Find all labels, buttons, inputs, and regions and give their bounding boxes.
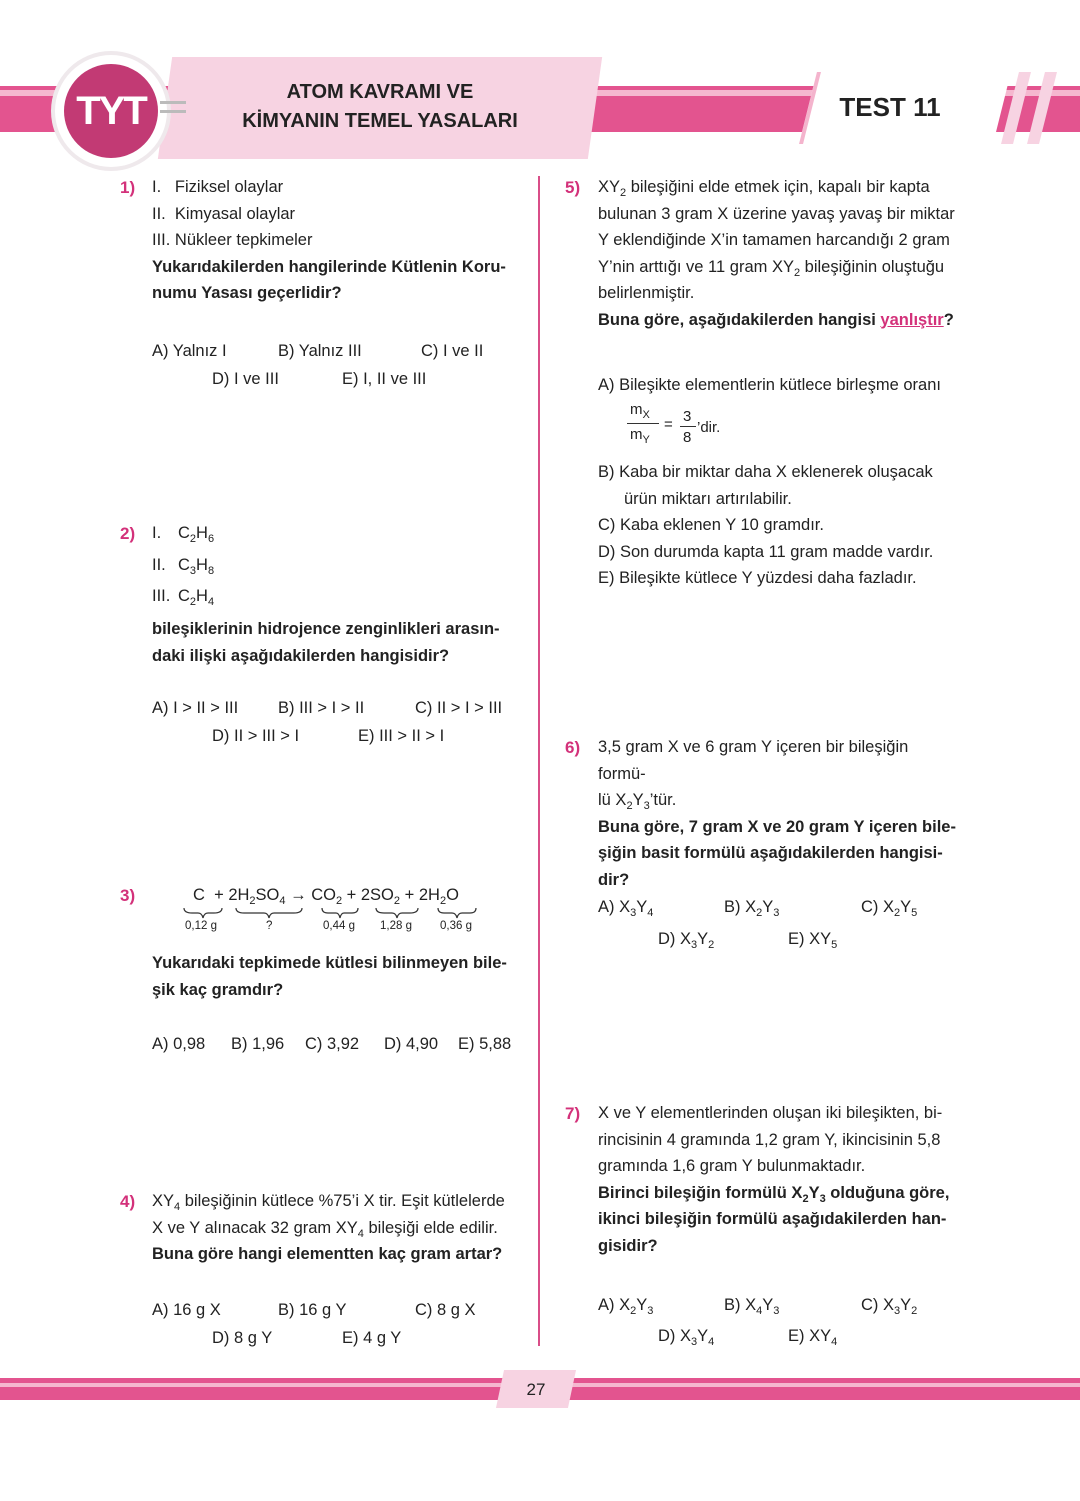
option-a[interactable]: A) $X_2Y_3$: [598, 1296, 654, 1317]
q6-line: lü $X_2Y_3’tür$.: [598, 791, 677, 812]
question-3: [152, 950, 522, 1003]
q5-line: Y eklendiğinde X’in tamamen harcandığı 2 gram: [598, 231, 950, 249]
option-b[interactable]: B) III > I > II: [278, 699, 365, 717]
option-c[interactable]: C) 3,92: [305, 1035, 360, 1053]
question-4: [152, 1188, 522, 1268]
question-1: [152, 174, 522, 307]
q6-question-line: dir?: [598, 870, 630, 889]
question-7: [598, 1100, 960, 1259]
q2-item: I. $C_2H_6$: [152, 524, 215, 545]
option-e[interactable]: E) 5,88: [458, 1035, 512, 1053]
equals-sign: =: [664, 416, 673, 433]
option-c[interactable]: C) $X_3Y_2$: [861, 1296, 918, 1317]
q5-line: bulunan 3 gram X üzerine yavaş yavaş bir miktar: [598, 204, 955, 223]
title-line-1: ATOM KAVRAMI VE: [286, 81, 474, 103]
option-d[interactable]: D) $X_3Y_2$: [658, 930, 715, 951]
q1-item: III. Nükleer tepkimeler: [152, 231, 313, 249]
fraction-bar: [627, 423, 659, 424]
q5-options: [598, 459, 960, 592]
q5-question-line: Buna göre, aşağıdakilerden hangisi yanlıştır?: [598, 310, 954, 329]
q7-question-line: ikinci bileşiğin formülü aşağıdakilerden han-: [598, 1210, 947, 1228]
question-number: 1): [120, 178, 136, 197]
logo-bar-icon: [160, 110, 186, 113]
option-d[interactable]: D) 4,90: [384, 1035, 439, 1053]
question-number: 2): [120, 524, 136, 543]
option-c[interactable]: C) $X_2Y_5$: [861, 898, 918, 919]
question-number: 6): [565, 738, 581, 757]
q2-question-line: bileşiklerinin hidrojence zenginlikleri arasın-: [152, 620, 500, 638]
q4-line: X ve Y alınacak 32 gram $XY_4$ bileşiği elde edilir.: [152, 1218, 498, 1240]
q1-item: I. Fiziksel olaylar: [152, 178, 284, 196]
fraction-denominator: 8: [683, 429, 692, 446]
option-c[interactable]: C) 8 g X: [415, 1301, 476, 1319]
q2-item: II. $C_3H_8$: [152, 556, 215, 577]
mass-label: 1,28 g: [380, 920, 412, 932]
q3-question-line: şik kaç gramdır?: [152, 980, 284, 999]
q2-item: III. $C_2H_4$: [152, 587, 215, 608]
option-c[interactable]: C) II > I > III: [415, 699, 503, 717]
option-d[interactable]: D) II > III > I: [212, 727, 300, 745]
q6-question-line: Buna göre, 7 gram X ve 20 gram Y içeren bile-: [598, 817, 956, 836]
q5-line: $XY_2$ bileşiğini elde etmek için, kapalı bir kapta: [598, 178, 930, 199]
q1-question-line: Yukarıdakilerden hangilerinde Kütlenin Koru-: [152, 257, 506, 276]
q7-question-line: gisidir?: [598, 1236, 658, 1255]
option-e[interactable]: E) $XY_5$: [788, 930, 838, 951]
q5-line: belirlenmiştir.: [598, 284, 695, 302]
option-d[interactable]: D) $X_3Y_4$: [658, 1327, 715, 1348]
arrow-icon: →: [290, 886, 307, 904]
fraction-bar: [680, 426, 696, 427]
option-c[interactable]: C) I ve II: [421, 342, 484, 360]
question-2: [152, 520, 522, 669]
tyt-logo: TYT: [64, 64, 158, 158]
q7-line: X ve Y elementlerinden oluşan iki bileşikten, bi-: [598, 1104, 943, 1122]
q4-question-line: Buna göre hangi elementten kaç gram artar?: [152, 1245, 503, 1263]
option-b[interactable]: B) Kaba bir miktar daha X eklenerek oluşacak: [598, 463, 933, 481]
option-b[interactable]: B) $X_2Y_3$: [724, 898, 780, 919]
option-a[interactable]: A) I > II > III: [152, 699, 239, 717]
logo-bar-icon: [160, 101, 186, 104]
mass-label: 0,12 g: [185, 920, 217, 932]
option-a[interactable]: A) 0,98: [152, 1035, 206, 1053]
option-a[interactable]: A) $X_3Y_4$: [598, 898, 654, 919]
option-d[interactable]: D) Son durumda kapta 11 gram madde vardır.: [598, 542, 934, 561]
question-number: 5): [565, 178, 581, 197]
brace-icon: [184, 908, 222, 918]
option-b-cont[interactable]: ürün miktarı artırılabilir.: [624, 489, 792, 508]
option-e[interactable]: E) Bileşikte kütlece Y yüzdesi daha fazladır.: [598, 569, 917, 587]
test-number: TEST 11: [839, 92, 941, 122]
option-d[interactable]: D) 8 g Y: [212, 1329, 273, 1347]
fraction-numerator: $m_X$: [630, 401, 650, 421]
fraction-numerator: 3: [683, 408, 692, 425]
option-a[interactable]: A) Yalnız I: [152, 342, 227, 360]
option-b[interactable]: B) 1,96: [231, 1035, 285, 1053]
option-b[interactable]: B) 16 g Y: [278, 1301, 347, 1319]
option-b[interactable]: B) $X_4Y_3$: [724, 1296, 780, 1317]
q7-line: gramında 1,6 gram Y bulunmaktadır.: [598, 1157, 866, 1175]
fraction-tail: ’dir.: [697, 419, 721, 436]
column-divider: [538, 176, 540, 1346]
question-number: 4): [120, 1192, 136, 1211]
q3-question-line: Yukarıdaki tepkimede kütlesi bilinmeyen bile-: [152, 954, 507, 972]
q1-question-line: numu Yasası geçerlidir?: [152, 284, 342, 302]
q6-line: 3,5 gram X ve 6 gram Y içeren bir bileşiğin formü-: [598, 738, 909, 783]
q2-question-line: daki ilişki aşağıdakilerden hangisidir?: [152, 646, 450, 665]
mass-label: 0,44 g: [323, 920, 355, 932]
q6-question-line: şiğin basit formülü aşağıdakilerden hangisi-: [598, 844, 943, 862]
question-6: [598, 734, 960, 893]
mass-label: 0,36 g: [440, 920, 472, 932]
reaction-braces: [180, 906, 490, 920]
question-number: 7): [565, 1104, 581, 1123]
page-number: 27: [526, 1380, 546, 1399]
brace-icon: [438, 908, 476, 918]
brace-icon: [376, 908, 418, 918]
option-c[interactable]: C) Kaba eklenen Y 10 gramdır.: [598, 516, 824, 534]
q5-line: Y’nin arttığı ve 11 gram $XY_2$ bileşiğinin oluştuğu: [598, 257, 945, 279]
brace-icon: [236, 908, 302, 918]
q4-line: $XY_4$ bileşiğinin kütlece %75’i X tir. Eşit kütlelerde: [152, 1192, 505, 1213]
page-title: [180, 78, 580, 136]
option-e[interactable]: E) 4 g Y: [342, 1329, 402, 1347]
reaction-equation: $C + 2H_2SO_4 \to CO_2 + 2SO_2 + 2H_2O$: [193, 886, 459, 907]
option-e[interactable]: E) III > II > I: [358, 727, 445, 745]
brace-icon: [322, 908, 358, 918]
q7-line: rincisinin 4 gramında 1,2 gram Y, ikincisinin 5,8: [598, 1130, 941, 1149]
q7-question-line: Birinci bileşiğin formülü $X_2Y_3$ olduğuna göre,: [598, 1183, 950, 1205]
question-number: 3): [120, 886, 136, 905]
option-d[interactable]: D) I ve III: [212, 370, 279, 388]
option-a[interactable]: A) 16 g X: [152, 1301, 221, 1319]
q1-item: II. Kimyasal olaylar: [152, 204, 296, 223]
title-line-2: KİMYANIN TEMEL YASALARI: [242, 110, 518, 132]
option-a[interactable]: A) Bileşikte elementlerin kütlece birleşme oranı: [598, 376, 941, 394]
option-e[interactable]: E) I, II ve III: [342, 370, 427, 388]
mass-label: ?: [266, 920, 273, 932]
question-5: [598, 174, 960, 333]
fraction-denominator: $m_Y$: [630, 426, 650, 446]
option-b[interactable]: B) Yalnız III: [278, 342, 362, 360]
option-e[interactable]: E) $XY_4$: [788, 1327, 838, 1348]
